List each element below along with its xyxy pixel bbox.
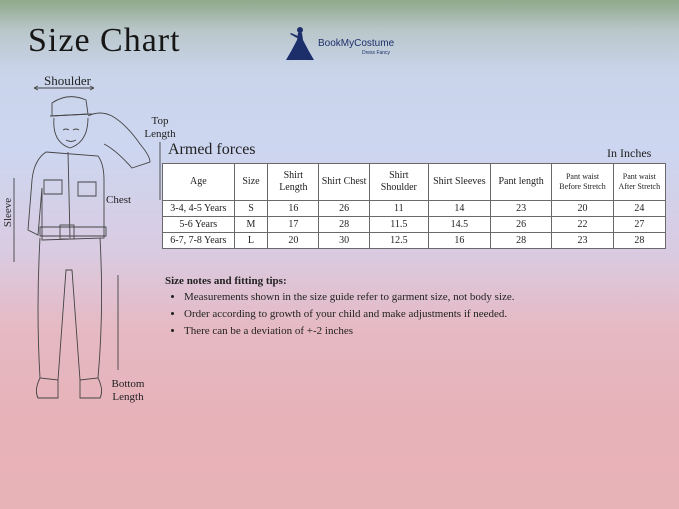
col-header-shirt-sleeves: Shirt Sleeves (428, 164, 490, 201)
chest-label: Chest (106, 194, 132, 206)
table-cell: 16 (268, 201, 319, 217)
col-header-pant-waist-before: Pant waist Before Stretch (552, 164, 613, 201)
table-cell: 11.5 (369, 217, 428, 233)
bottom-length-label: Bottom Length (111, 378, 145, 403)
table-cell: 5-6 Years (163, 217, 235, 233)
table-cell: 17 (268, 217, 319, 233)
logo-subtext: Dress Fancy (362, 50, 391, 56)
table-row (163, 217, 666, 233)
table-header-row (163, 164, 666, 201)
table-cell: M (234, 217, 268, 233)
sleeve-label: Sleeve (2, 197, 15, 228)
logo-text: BookMyCostume (318, 38, 395, 49)
col-header-shirt-length: Shirt Length (268, 164, 319, 201)
table-cell: 26 (490, 217, 552, 233)
list-item: • Measurements shown in the size guide refer to garment size, not body size. (184, 291, 515, 303)
col-header-shirt-chest: Shirt Chest (319, 164, 369, 201)
col-header-size: Size (234, 164, 268, 201)
col-header-shirt-shoulder: Shirt Shoulder (369, 164, 428, 201)
table-cell: 28 (490, 233, 552, 249)
table-cell: 22 (552, 217, 613, 233)
top-length-label: Top Length (144, 115, 176, 140)
table-cell: 11 (369, 201, 428, 217)
table-row (163, 233, 666, 249)
table-cell: 24 (613, 201, 665, 217)
list-item: • Order according to growth of your child and make adjustments if needed. (184, 308, 515, 320)
col-header-pant-length: Pant length (490, 164, 552, 201)
table-row (163, 201, 666, 217)
units-label: In Inches (607, 146, 652, 160)
table-cell: 20 (268, 233, 319, 249)
table-cell: 20 (552, 201, 613, 217)
table-cell: 28 (613, 233, 665, 249)
fitting-notes (165, 275, 515, 342)
costume-silhouette-icon (286, 27, 314, 60)
col-header-age: Age (163, 164, 235, 201)
table-cell: 12.5 (369, 233, 428, 249)
notes-list (165, 291, 515, 337)
table-cell: 23 (490, 201, 552, 217)
table-cell: 26 (319, 201, 369, 217)
table-cell: 3-4, 4-5 Years (163, 201, 235, 217)
table-cell: S (234, 201, 268, 217)
section-title: Armed forces (168, 141, 256, 158)
table-cell: 30 (319, 233, 369, 249)
page-title: Size Chart (28, 22, 181, 59)
size-table (162, 163, 666, 249)
table-cell: 27 (613, 217, 665, 233)
shoulder-label: Shoulder (44, 73, 91, 88)
table-cell: 6-7, 7-8 Years (163, 233, 235, 249)
table-cell: L (234, 233, 268, 249)
table-cell: 14.5 (428, 217, 490, 233)
list-item: • There can be a deviation of +-2 inches (184, 325, 515, 337)
table-cell: 23 (552, 233, 613, 249)
table-cell: 14 (428, 201, 490, 217)
col-header-pant-waist-after: Pant waist After Stretch (613, 164, 665, 201)
table-cell: 16 (428, 233, 490, 249)
table-cell: 28 (319, 217, 369, 233)
notes-title: Size notes and fitting tips: (165, 275, 287, 287)
